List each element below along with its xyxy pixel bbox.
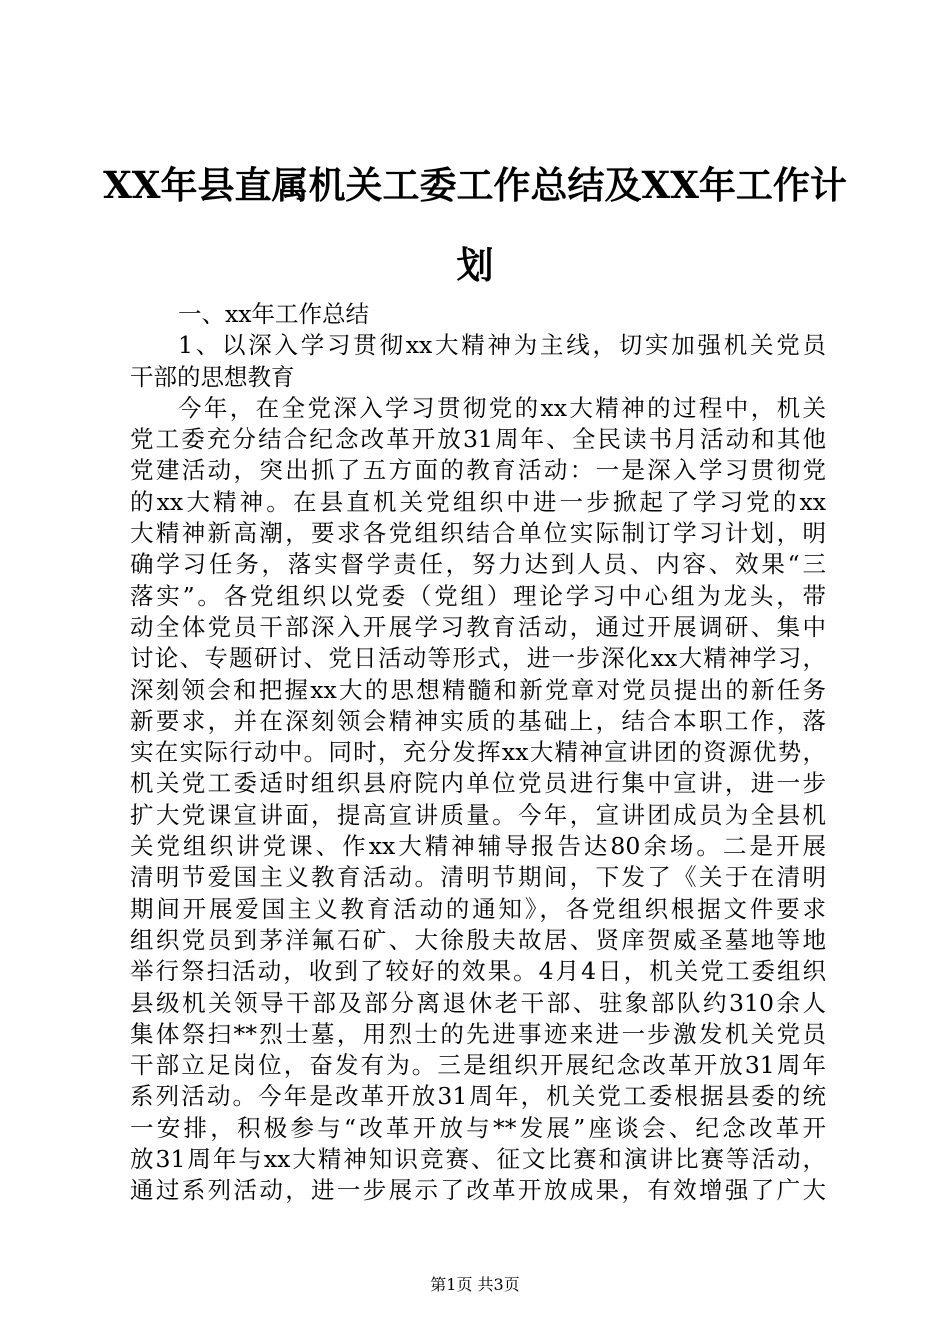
body-line: 放31周年与xx大精神知识竞赛、征文比赛和演讲比赛等活动，: [130, 1145, 826, 1174]
body-line: 讨论、专题研讨、党日活动等形式，进一步深化xx大精神学习，: [130, 644, 826, 673]
body-line: 期间开展爱国主义教育活动的通知》，各党组织根据文件要求: [130, 894, 826, 923]
body-line: 举行祭扫活动，收到了较好的效果。4月4日，机关党工委组织: [130, 957, 826, 986]
body-line: 大精神新高潮，要求各党组织结合单位实际制订学习计划，明: [130, 519, 826, 548]
body-line: 确学习任务，落实督学责任，努力达到人员、内容、效果“三: [130, 550, 826, 579]
page-footer: 第1页 共3页: [430, 1275, 520, 1294]
body-line: 通过系列活动，进一步展示了改革开放成果，有效增强了广大: [130, 1176, 826, 1205]
body-line: 党建活动，突出抓了五方面的教育活动：一是深入学习贯彻党: [130, 456, 826, 485]
body-line: 系列活动。今年是改革开放31周年，机关党工委根据县委的统: [130, 1082, 826, 1111]
body-line: 一安排，积极参与“改革开放与**发展”座谈会、纪念改革开: [130, 1113, 826, 1142]
body-line: 今年，在全党深入学习贯彻党的xx大精神的过程中，机关: [178, 393, 826, 422]
body-line: 落实”。各党组织以党委（党组）理论学习中心组为龙头，带: [130, 581, 826, 610]
document-title-line-2: 划: [456, 243, 494, 287]
body-line: 集体祭扫**烈士墓，用烈士的先进事迹来进一步激发机关党员: [130, 1019, 826, 1048]
body-line: 动全体党员干部深入开展学习教育活动，通过开展调研、集中: [130, 612, 826, 641]
body-line: 干部的思想教育: [130, 362, 295, 391]
body-line: 新要求，并在深刻领会精神实质的基础上，结合本职工作，落: [130, 706, 826, 735]
body-line: 县级机关领导干部及部分离退休老干部、驻象部队约310余人: [130, 988, 826, 1017]
body-line: 扩大党课宣讲面，提高宣讲质量。今年，宣讲团成员为全县机: [130, 800, 826, 829]
body-line: 关党组织讲党课、作xx大精神辅导报告达80余场。二是开展: [130, 832, 826, 861]
body-line: 干部立足岗位，奋发有为。三是组织开展纪念改革开放31周年: [130, 1051, 826, 1080]
body-line: 实在实际行动中。同时，充分发挥xx大精神宣讲团的资源优势，: [130, 738, 826, 767]
body-line: 深刻领会和把握xx大的思想精髓和新党章对党员提出的新任务: [130, 675, 826, 704]
body-line: 组织党员到茅洋氟石矿、大徐殷夫故居、贤庠贺威圣墓地等地: [130, 925, 826, 954]
body-line: 机关党工委适时组织县府院内单位党员进行集中宣讲，进一步: [130, 769, 826, 798]
body-line: 1、以深入学习贯彻xx大精神为主线，切实加强机关党员: [178, 331, 826, 360]
document-title-line-1: XX年县直属机关工委工作总结及XX年工作计: [103, 163, 847, 207]
body-line: 党工委充分结合纪念改革开放31周年、全民读书月活动和其他: [130, 425, 826, 454]
body-line: 的xx大精神。在县直机关党组织中进一步掀起了学习党的xx: [130, 487, 826, 516]
body-line: 一、xx年工作总结: [178, 300, 370, 328]
body-line: 清明节爱国主义教育活动。清明节期间，下发了《关于在清明: [130, 863, 826, 892]
document-body: [130, 299, 826, 1207]
